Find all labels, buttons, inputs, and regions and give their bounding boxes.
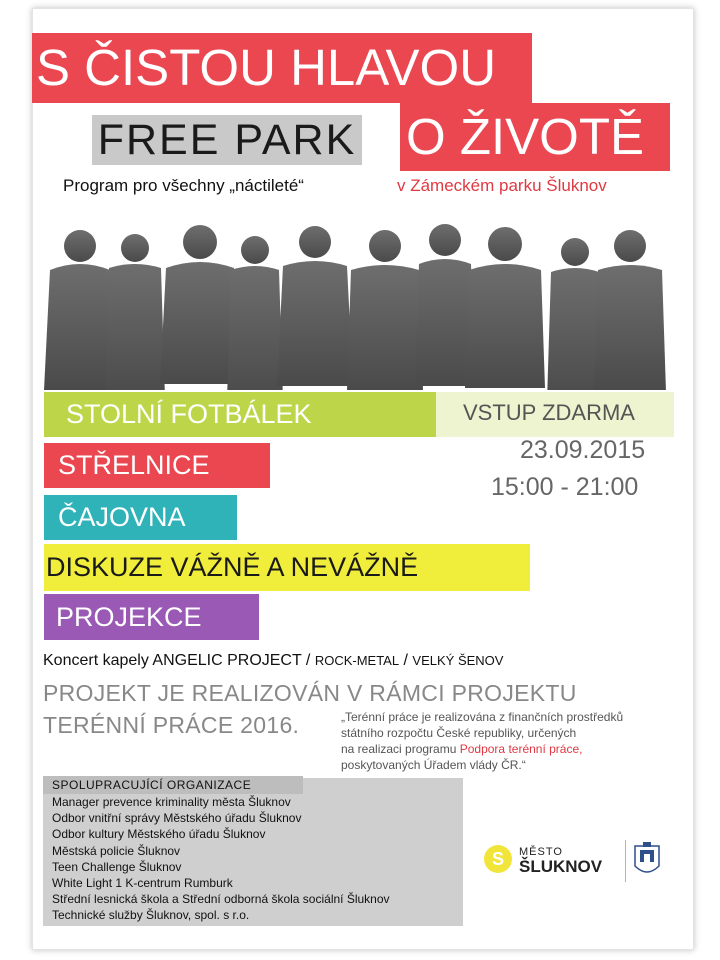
- concert-place: VELKÝ ŠENOV: [412, 653, 504, 668]
- funding-note-line3: [341, 741, 623, 757]
- town-logo-icon: S: [484, 845, 512, 873]
- town-logo-label: MĚSTO: [519, 846, 563, 858]
- logo-divider: [625, 840, 626, 882]
- entry-free: VSTUP ZDARMA: [463, 400, 635, 425]
- activity-tea-room: ČAJOVNA: [44, 495, 237, 540]
- organization-item: Odbor vnitřní správy Městského úřadu Šluknov: [52, 811, 302, 826]
- organization-item: Technické služby Šluknov, spol. s r.o.: [52, 908, 250, 923]
- organization-item: Manager prevence kriminality města Šluknov: [52, 795, 291, 809]
- activity-shooting-range: STŘELNICE: [44, 443, 270, 488]
- organizations-title: SPOLUPRACUJÍCÍ ORGANIZACE: [52, 778, 252, 792]
- subtitle-program: Program pro všechny „náctileté“: [63, 176, 304, 195]
- event-date: 23.09.2015: [520, 436, 646, 464]
- project-line2: TERÉNNÍ PRÁCE 2016.: [43, 712, 300, 738]
- activity-discussion: DISKUZE VÁŽNĚ A NEVÁŽNĚ: [44, 544, 530, 591]
- organizations-list: [52, 794, 390, 924]
- free-park-label: FREE PARK: [92, 115, 362, 165]
- organization-item: Odbor kultury Městského úřadu Šluknov: [52, 827, 266, 842]
- project-line1: PROJEKT JE REALIZOVÁN V RÁMCI PROJEKTU: [43, 680, 577, 706]
- funding-note-line1: „Terénní práce je realizována z finančních prostředků: [341, 710, 624, 724]
- funding-note-line2: státního rozpočtu České republiky, určených: [341, 726, 577, 740]
- concert-prefix: Koncert kapely ANGELIC PROJECT /: [43, 652, 311, 669]
- organization-item: White Light 1 K-centrum Rumburk: [52, 876, 233, 891]
- town-logo-name: ŠLUKNOV: [519, 857, 603, 876]
- activity-table-football: STOLNÍ FOTBÁLEK: [44, 392, 436, 437]
- funding-note-prefix: na realizaci programu: [341, 742, 457, 756]
- organization-item: Městská policie Šluknov: [52, 843, 181, 858]
- concert-line: Koncert kapely ANGELIC PROJECT / ROCK-METAL / VELKÝ ŠENOV: [43, 652, 504, 669]
- funding-program-name: Podpora terénní práce,: [459, 742, 583, 756]
- organization-item: Teen Challenge Šluknov: [52, 859, 182, 874]
- funding-note: [341, 709, 623, 773]
- people-silhouettes-image: [40, 218, 675, 390]
- activity-projection: PROJEKCE: [44, 594, 259, 640]
- concert-genre: ROCK-METAL: [314, 653, 400, 668]
- town-crest-icon: [633, 840, 661, 880]
- title-line2: O ŽIVOTĚ: [400, 103, 670, 171]
- funding-note-line4: poskytovaných Úřadem vlády ČR.“: [341, 758, 526, 772]
- subtitle-location: v Zámeckém parku Šluknov: [397, 176, 607, 195]
- event-time: 15:00 - 21:00: [491, 473, 639, 501]
- organization-item: Střední lesnická škola a Střední odborná škola sociální Šluknov: [52, 892, 390, 907]
- title-line1: S ČISTOU HLAVOU: [32, 33, 532, 103]
